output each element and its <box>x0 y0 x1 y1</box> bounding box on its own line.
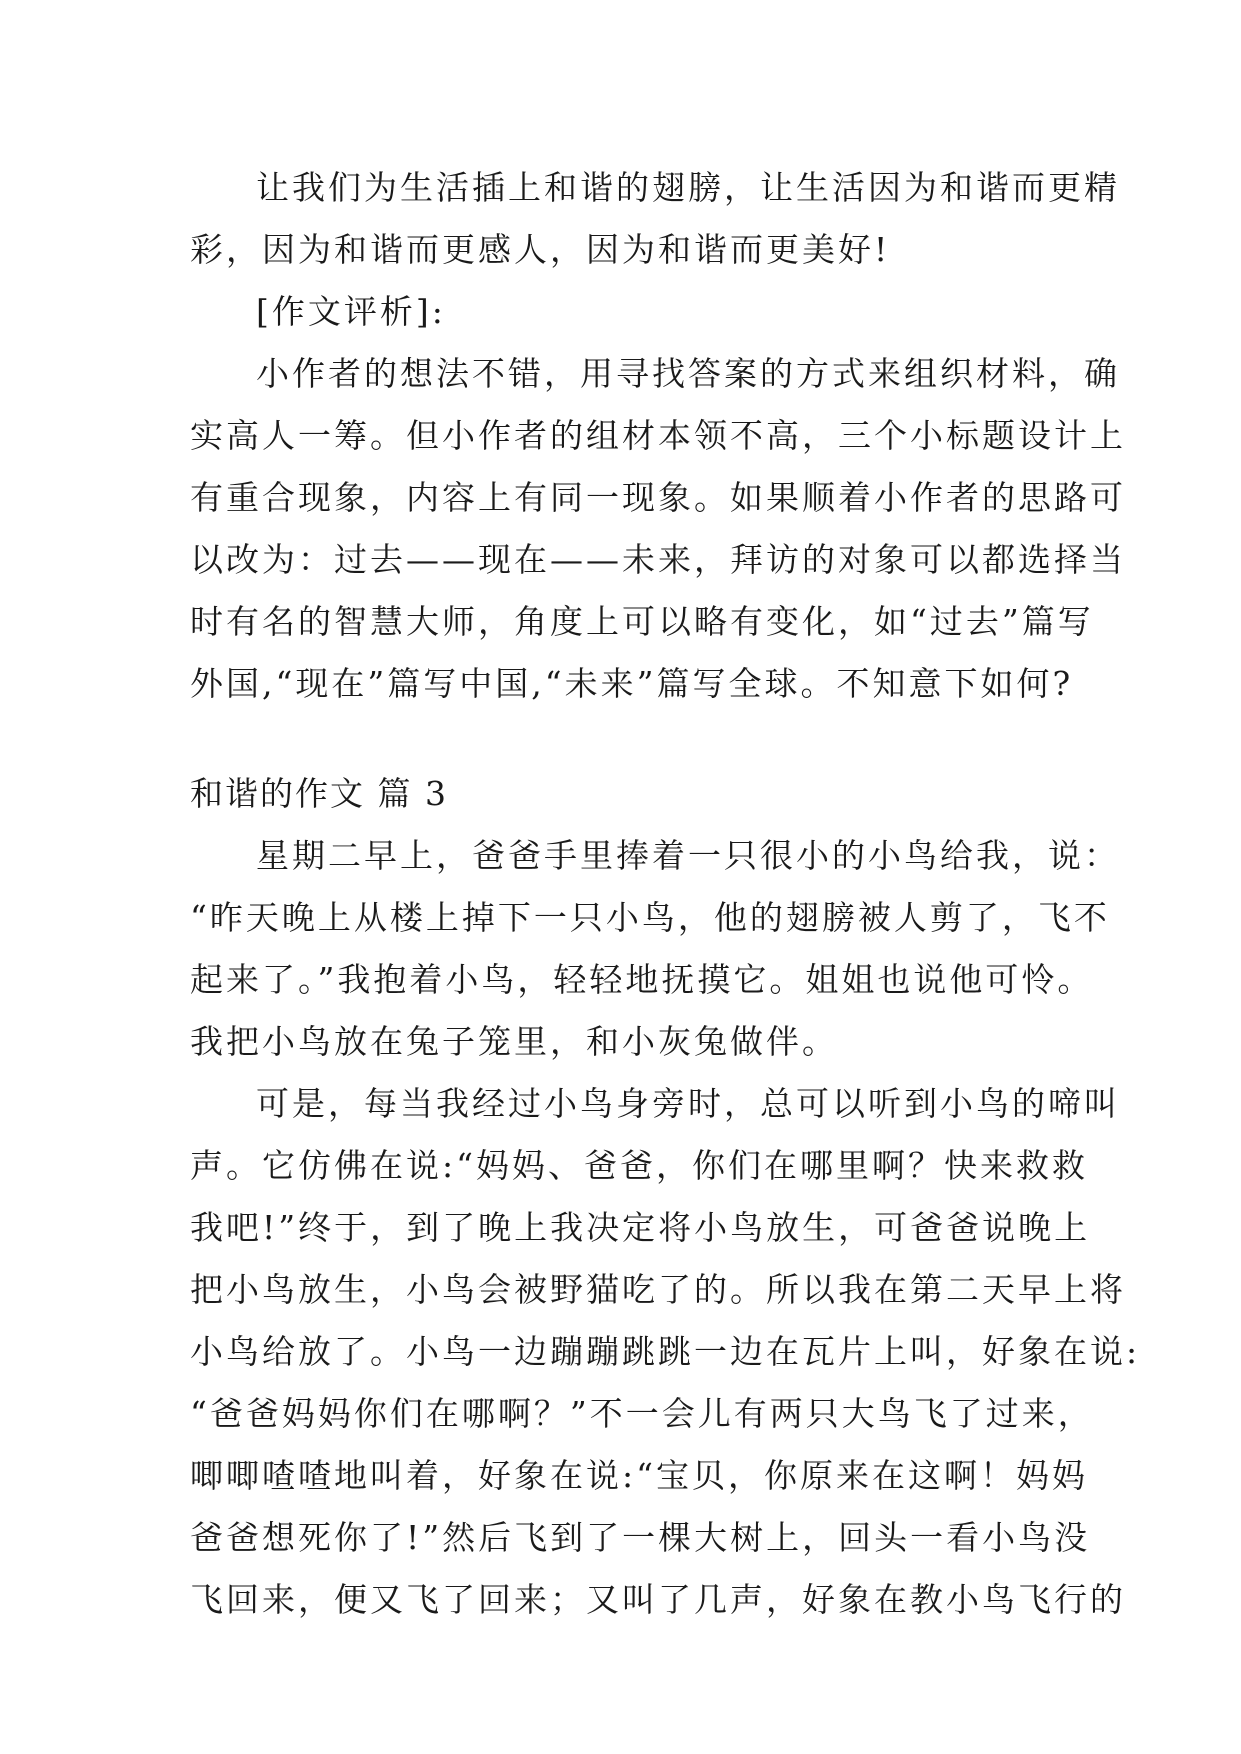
paragraph-line: 起来了。”我抱着小鸟，轻轻地抚摸它。姐姐也说他可怜。 <box>190 960 1094 999</box>
paragraph-line: 小鸟给放了。小鸟一边蹦蹦跳跳一边在瓦片上叫，好象在说: <box>190 1332 1141 1371</box>
paragraph-line: 彩，因为和谐而更感人，因为和谐而更美好! <box>190 230 891 269</box>
paragraph-line: 实高人一筹。但小作者的组材本领不高，三个小标题设计上 <box>190 416 1126 455</box>
paragraph-line: 唧唧喳喳地叫着，好象在说:“宝贝，你原来在这啊！妈妈 <box>190 1456 1088 1495</box>
paragraph-line: 外国,“现在”篇写中国,“未来”篇写全球。不知意下如何? <box>190 664 1074 703</box>
paragraph-line: 飞回来，便又飞了回来；又叫了几声，好象在教小鸟飞行的 <box>190 1580 1126 1619</box>
paragraph-line: 以改为：过去——现在——未来，拜访的对象可以都选择当 <box>190 540 1126 579</box>
paragraph-line: 我把小鸟放在兔子笼里，和小灰兔做伴。 <box>190 1022 838 1061</box>
paragraph-line: 把小鸟放生，小鸟会被野猫吃了的。所以我在第二天早上将 <box>190 1270 1126 1309</box>
paragraph-line: 声。它仿佛在说:“妈妈、爸爸，你们在哪里啊？快来救救 <box>190 1146 1088 1185</box>
paragraph-line: 星期二早上，爸爸手里捧着一只很小的小鸟给我，说： <box>256 836 1120 875</box>
paragraph-line: 有重合现象，内容上有同一现象。如果顺着小作者的思路可 <box>190 478 1126 517</box>
paragraph-line: 可是，每当我经过小鸟身旁时，总可以听到小鸟的啼叫 <box>256 1084 1120 1123</box>
paragraph-line: 小作者的想法不错，用寻找答案的方式来组织材料，确 <box>256 354 1120 393</box>
paragraph-line: 时有名的智慧大师，角度上可以略有变化，如“过去”篇写 <box>190 602 1094 641</box>
paragraph-line: 让我们为生活插上和谐的翅膀，让生活因为和谐而更精 <box>256 168 1120 207</box>
paragraph-line: 我吧!”终于，到了晚上我决定将小鸟放生，可爸爸说晚上 <box>190 1208 1091 1247</box>
section-heading: 和谐的作文 篇 3 <box>190 774 448 813</box>
paragraph-line: “昨天晚上从楼上掉下一只小鸟，他的翅膀被人剪了，飞不 <box>190 898 1110 937</box>
comment-label: [作文评析]: <box>256 292 446 331</box>
paragraph-line: “爸爸妈妈你们在哪啊？”不一会儿有两只大鸟飞了过来， <box>190 1394 1094 1433</box>
paragraph-line: 爸爸想死你了!”然后飞到了一棵大树上，回头一看小鸟没 <box>190 1518 1091 1557</box>
